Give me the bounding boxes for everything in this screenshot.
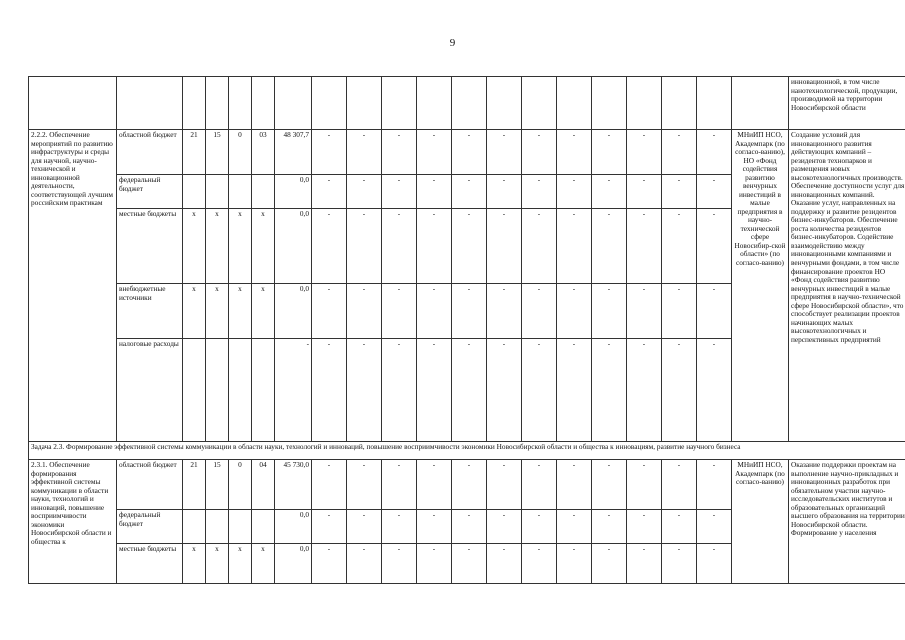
value-cell: -: [627, 460, 662, 510]
code-cell: 15: [206, 130, 229, 175]
table-row: [29, 460, 905, 510]
value-cell: -: [697, 130, 732, 175]
value-cell: -: [697, 284, 732, 339]
empty-cell: [347, 77, 382, 130]
code-cell: [229, 175, 252, 209]
value-cell: -: [522, 460, 557, 510]
code-cell: 21: [183, 460, 206, 510]
empty-cell: [252, 77, 275, 130]
value-cell: -: [417, 510, 452, 544]
value-cell: -: [592, 460, 627, 510]
code-cell: 0: [229, 460, 252, 510]
empty-cell: [662, 77, 697, 130]
empty-cell: [417, 77, 452, 130]
value-cell: -: [662, 510, 697, 544]
value-cell: -: [487, 510, 522, 544]
value-cell: -: [382, 544, 417, 584]
funding-source: местные бюджеты: [117, 544, 183, 584]
value-cell: -: [627, 209, 662, 284]
value-cell: -: [627, 284, 662, 339]
value-cell: -: [452, 209, 487, 284]
value-cell: -: [522, 284, 557, 339]
value-cell: -: [347, 339, 382, 442]
value-cell: -: [382, 209, 417, 284]
value-cell: -: [592, 510, 627, 544]
value-cell: -: [382, 175, 417, 209]
table-row: [29, 77, 905, 130]
empty-cell: [229, 77, 252, 130]
value-cell: -: [592, 209, 627, 284]
total-cell: 0,0: [275, 510, 312, 544]
result-cell: Создание условий для инновационного развития действующих компаний – резидентов технопарков и размещения новых высокотехнологичных производств. Обеспечение доступности услуг для инновационных компаний. Оказание услуг, направленных на поддержку и развитие резидентов бизнес-инкубаторов. Обеспечение роста количества резидентов бизнес-инкубаторов. Содействие взаимодействию между инновационными компаниями и венчурными фондами, в том числе финансирование проектов НО «Фонд содействия развитию венчурных инвестиций в малые предприятия в научно-технической сфере Новосибирской области», что способствует реализации проектов начинающих малых высокотехнологичных и перспективных предприятий: [789, 130, 905, 442]
code-cell: 21: [183, 130, 206, 175]
value-cell: -: [417, 460, 452, 510]
program-table: [28, 76, 905, 584]
value-cell: -: [662, 130, 697, 175]
value-cell: -: [382, 460, 417, 510]
empty-cell: [29, 77, 117, 130]
code-cell: [183, 175, 206, 209]
empty-cell: [382, 77, 417, 130]
executor-cell: МНиИП НСО, Академпарк (по согласо-ванию), НО «Фонд содействия развитию венчурных инвестиций в малые предприятия в научно-технической сфере Новосибир-ской области» (по согласо-ванию): [732, 130, 789, 442]
value-cell: -: [557, 209, 592, 284]
value-cell: -: [697, 544, 732, 584]
funding-source: областной бюджет: [117, 460, 183, 510]
empty-cell: [732, 77, 789, 130]
code-cell: 0: [229, 130, 252, 175]
code-cell: х: [229, 209, 252, 284]
value-cell: -: [417, 284, 452, 339]
value-cell: -: [697, 209, 732, 284]
result-cell: Оказание поддержки проектам на выполнение научно-прикладных и инновационных разработок при обязательном участии научно-исследовательских институтов и образовательных организаций высшего образования на территории Новосибирской области. Формирование у населения: [789, 460, 905, 584]
value-cell: -: [522, 544, 557, 584]
code-cell: [252, 339, 275, 442]
result-cell: инновационной, в том числе нанотехнологической, продукции, производимой на территории Новосибирской области: [789, 77, 905, 130]
funding-source: внебюджетные источники: [117, 284, 183, 339]
executor-cell: МНиИП НСО, Академпарк (по согласо-ванию): [732, 460, 789, 584]
value-cell: -: [347, 284, 382, 339]
value-cell: -: [662, 460, 697, 510]
total-cell: 45 730,0: [275, 460, 312, 510]
value-cell: -: [452, 339, 487, 442]
value-cell: -: [697, 510, 732, 544]
total-cell: 0,0: [275, 544, 312, 584]
table-row: [29, 442, 905, 460]
value-cell: -: [627, 544, 662, 584]
value-cell: -: [662, 209, 697, 284]
value-cell: -: [452, 510, 487, 544]
empty-cell: [522, 77, 557, 130]
code-cell: 03: [252, 130, 275, 175]
code-cell: [252, 510, 275, 544]
value-cell: -: [522, 209, 557, 284]
total-cell: 0,0: [275, 209, 312, 284]
code-cell: х: [206, 544, 229, 584]
empty-cell: [183, 77, 206, 130]
code-cell: [229, 510, 252, 544]
value-cell: -: [557, 339, 592, 442]
value-cell: -: [592, 130, 627, 175]
empty-cell: [275, 77, 312, 130]
value-cell: -: [557, 175, 592, 209]
value-cell: -: [697, 460, 732, 510]
value-cell: -: [487, 339, 522, 442]
value-cell: -: [452, 460, 487, 510]
value-cell: -: [312, 284, 347, 339]
value-cell: -: [382, 284, 417, 339]
page-number: 9: [449, 37, 456, 49]
value-cell: -: [697, 175, 732, 209]
value-cell: -: [312, 510, 347, 544]
value-cell: -: [627, 510, 662, 544]
value-cell: -: [312, 544, 347, 584]
value-cell: -: [662, 175, 697, 209]
code-cell: х: [183, 544, 206, 584]
value-cell: -: [522, 339, 557, 442]
value-cell: -: [592, 284, 627, 339]
empty-cell: [627, 77, 662, 130]
code-cell: х: [183, 284, 206, 339]
value-cell: -: [452, 175, 487, 209]
value-cell: -: [487, 130, 522, 175]
code-cell: 04: [252, 460, 275, 510]
value-cell: -: [522, 510, 557, 544]
empty-cell: [697, 77, 732, 130]
value-cell: -: [557, 544, 592, 584]
funding-source: федеральный бюджет: [117, 175, 183, 209]
code-cell: [229, 339, 252, 442]
empty-cell: [206, 77, 229, 130]
code-cell: [252, 175, 275, 209]
code-cell: [206, 339, 229, 442]
code-cell: х: [252, 284, 275, 339]
value-cell: -: [662, 339, 697, 442]
value-cell: -: [627, 130, 662, 175]
empty-cell: [557, 77, 592, 130]
value-cell: -: [312, 339, 347, 442]
value-cell: -: [347, 209, 382, 284]
value-cell: -: [452, 130, 487, 175]
empty-cell: [592, 77, 627, 130]
value-cell: -: [662, 284, 697, 339]
value-cell: -: [592, 544, 627, 584]
measure-name: 2.2.2. Обеспечение мероприятий по развитию инфраструктуры и среды для научной, научно-технической и инновационной деятельности, соответствующей лучшим российским практикам: [29, 130, 117, 442]
value-cell: -: [382, 510, 417, 544]
value-cell: -: [627, 339, 662, 442]
value-cell: -: [452, 544, 487, 584]
measure-name: 2.3.1. Обеспечение формирования эффективной системы коммуникации в области науки, технологий и инноваций, повышение восприимчивости экономики Новосибирской области и общества к: [29, 460, 117, 584]
value-cell: -: [347, 175, 382, 209]
value-cell: -: [347, 130, 382, 175]
code-cell: х: [252, 209, 275, 284]
empty-cell: [117, 77, 183, 130]
value-cell: -: [487, 284, 522, 339]
code-cell: х: [206, 209, 229, 284]
code-cell: х: [183, 209, 206, 284]
task-heading: Задача 2.3. Формирование эффективной системы коммуникации в области науки, технологий и инноваций, повышение восприимчивости экономики Новосибирской области и общества к инновациям, развитие научного бизнеса: [29, 442, 905, 460]
value-cell: -: [557, 130, 592, 175]
value-cell: -: [382, 130, 417, 175]
code-cell: х: [252, 544, 275, 584]
empty-cell: [487, 77, 522, 130]
code-cell: х: [229, 284, 252, 339]
value-cell: -: [487, 209, 522, 284]
value-cell: -: [592, 175, 627, 209]
funding-source: областной бюджет: [117, 130, 183, 175]
value-cell: -: [487, 460, 522, 510]
value-cell: -: [312, 460, 347, 510]
value-cell: -: [417, 130, 452, 175]
value-cell: -: [522, 130, 557, 175]
code-cell: х: [206, 284, 229, 339]
value-cell: -: [697, 339, 732, 442]
code-cell: [183, 339, 206, 442]
code-cell: [183, 510, 206, 544]
funding-source: местные бюджеты: [117, 209, 183, 284]
value-cell: -: [557, 284, 592, 339]
funding-source: налоговые расходы: [117, 339, 183, 442]
value-cell: -: [312, 175, 347, 209]
value-cell: -: [347, 460, 382, 510]
value-cell: -: [417, 209, 452, 284]
total-cell: -: [275, 339, 312, 442]
value-cell: -: [557, 460, 592, 510]
value-cell: -: [417, 544, 452, 584]
value-cell: -: [662, 544, 697, 584]
code-cell: 15: [206, 460, 229, 510]
empty-cell: [452, 77, 487, 130]
total-cell: 0,0: [275, 284, 312, 339]
value-cell: -: [592, 339, 627, 442]
funding-source: федеральный бюджет: [117, 510, 183, 544]
value-cell: -: [487, 175, 522, 209]
value-cell: -: [627, 175, 662, 209]
empty-cell: [312, 77, 347, 130]
code-cell: [206, 510, 229, 544]
value-cell: -: [487, 544, 522, 584]
value-cell: -: [557, 510, 592, 544]
code-cell: [206, 175, 229, 209]
value-cell: -: [382, 339, 417, 442]
value-cell: -: [417, 339, 452, 442]
value-cell: -: [417, 175, 452, 209]
table-row: [29, 130, 905, 175]
value-cell: -: [312, 209, 347, 284]
value-cell: -: [522, 175, 557, 209]
value-cell: -: [312, 130, 347, 175]
value-cell: -: [452, 284, 487, 339]
value-cell: -: [347, 544, 382, 584]
total-cell: 48 307,7: [275, 130, 312, 175]
value-cell: -: [347, 510, 382, 544]
code-cell: х: [229, 544, 252, 584]
total-cell: 0,0: [275, 175, 312, 209]
